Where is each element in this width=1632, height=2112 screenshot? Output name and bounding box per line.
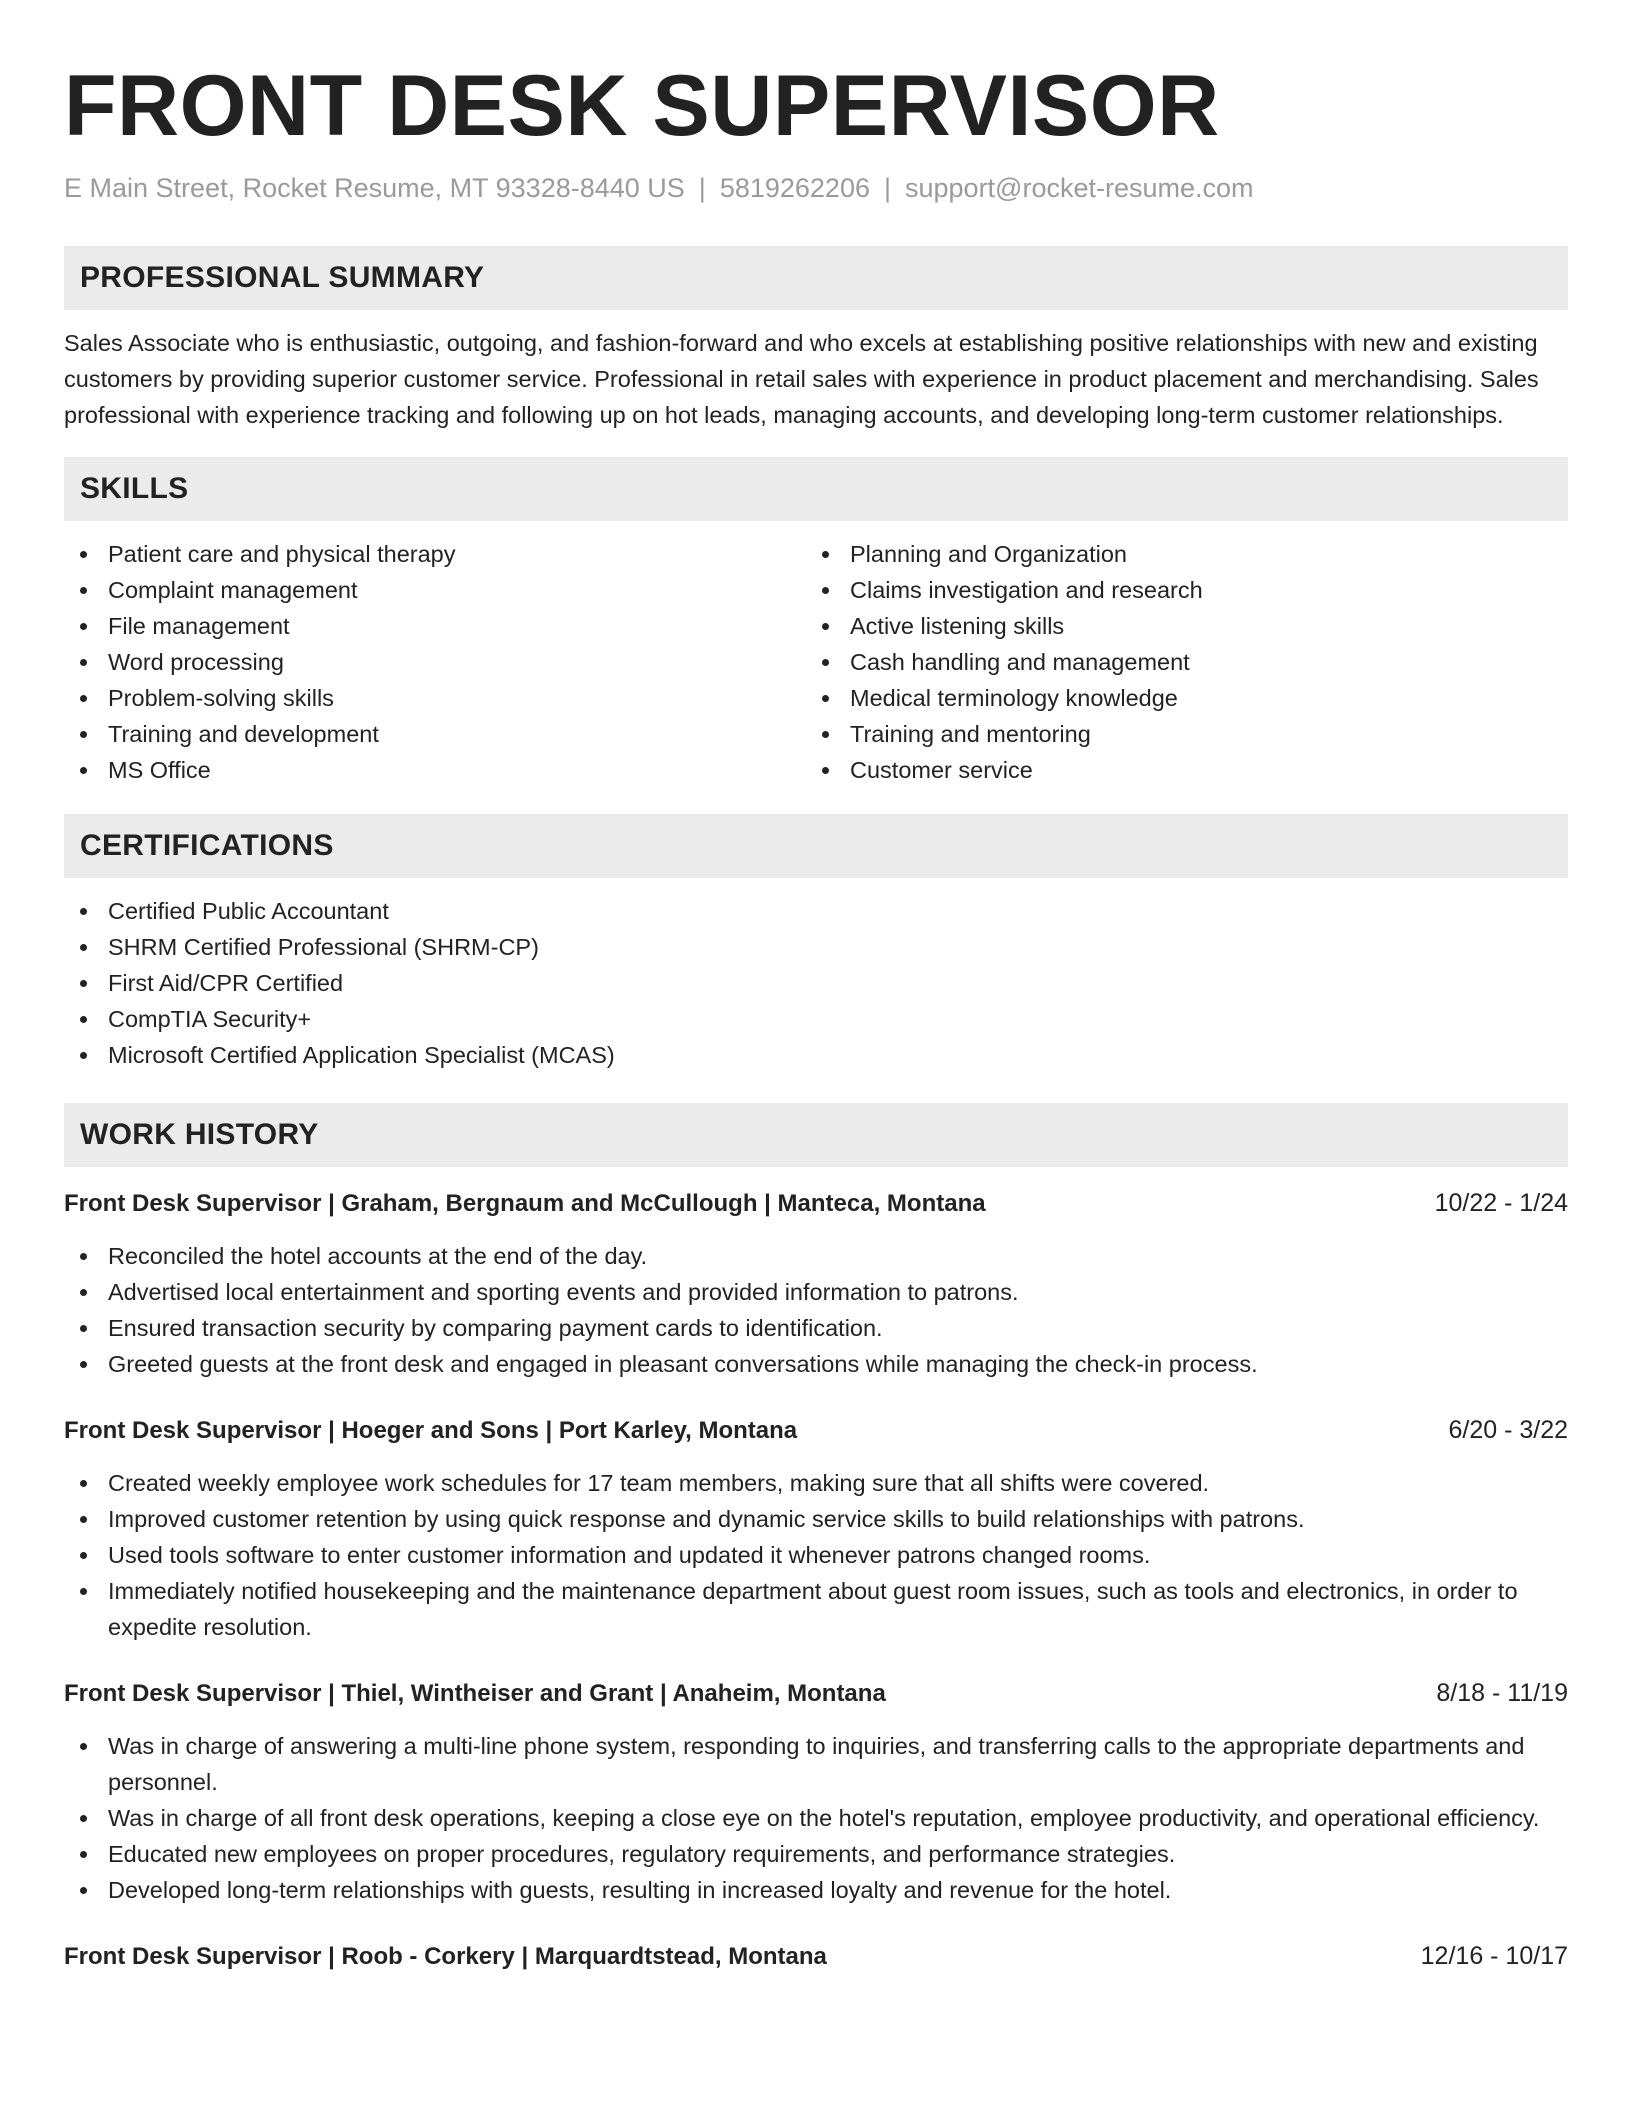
skill-item: Complaint management	[64, 572, 806, 608]
job-bullet: Reconciled the hotel accounts at the end of the day.	[64, 1238, 1568, 1274]
email: support@rocket-resume.com	[905, 173, 1254, 203]
job-bullet: Greeted guests at the front desk and engaged in pleasant conversations while managing the check-in process.	[64, 1346, 1568, 1382]
skills-list-left	[64, 536, 806, 788]
job-title-line: Front Desk Supervisor | Graham, Bergnaum and McCullough | Manteca, Montana	[64, 1190, 986, 1217]
job-bullet: Ensured transaction security by comparing payment cards to identification.	[64, 1310, 1568, 1346]
job-bullet: Used tools software to enter customer information and updated it whenever patrons changed rooms.	[64, 1537, 1568, 1573]
job-bullets	[64, 1465, 1568, 1645]
job-bullet: Educated new employees on proper procedures, regulatory requirements, and performance strategies.	[64, 1836, 1568, 1872]
job-entry	[64, 1675, 1568, 1908]
skill-item: Customer service	[806, 752, 1548, 788]
contact-separator: |	[698, 173, 706, 203]
job-bullet: Improved customer retention by using quick response and dynamic service skills to build relationships with patrons.	[64, 1501, 1568, 1537]
skill-item: Patient care and physical therapy	[64, 536, 806, 572]
certification-item: Certified Public Accountant	[64, 893, 1568, 929]
job-bullet: Was in charge of answering a multi-line phone system, responding to inquiries, and transferring calls to the appropriate departments and personnel.	[64, 1728, 1568, 1800]
job-bullets	[64, 1728, 1568, 1908]
job-header	[64, 1938, 1568, 1975]
skill-item: Medical terminology knowledge	[806, 680, 1548, 716]
skills-list-right	[806, 536, 1548, 788]
job-header	[64, 1412, 1568, 1449]
skill-item: Word processing	[64, 644, 806, 680]
job-dates: 8/18 - 11/19	[1436, 1679, 1568, 1707]
job-bullet: Created weekly employee work schedules for 17 team members, making sure that all shifts were covered.	[64, 1465, 1568, 1501]
skill-item: Problem-solving skills	[64, 680, 806, 716]
skill-item: MS Office	[64, 752, 806, 788]
summary-text: Sales Associate who is enthusiastic, outgoing, and fashion-forward and who excels at establishing positive relationships with new and existing customers by providing superior customer service. Professional in retail sales with experience in product placement and merchandising. Sales professional with experience tracking and following up on hot leads, managing accounts, and developing long-term customer relationships.	[64, 330, 1539, 428]
contact-line	[64, 170, 1568, 206]
skill-item: File management	[64, 608, 806, 644]
job-header	[64, 1675, 1568, 1712]
job-entry	[64, 1938, 1568, 1975]
skills-columns	[64, 536, 1568, 788]
job-bullets	[64, 1238, 1568, 1382]
certification-item: Microsoft Certified Application Specialist (MCAS)	[64, 1037, 1568, 1073]
candidate-name: FRONT DESK SUPERVISOR	[64, 58, 1220, 154]
skill-item: Claims investigation and research	[806, 572, 1548, 608]
address: E Main Street, Rocket Resume, MT 93328-8440 US	[64, 173, 685, 203]
skill-item: Active listening skills	[806, 608, 1548, 644]
resume-page	[64, 0, 1568, 1975]
skill-item: Training and development	[64, 716, 806, 752]
job-entry	[64, 1185, 1568, 1382]
skill-item: Cash handling and management	[806, 644, 1548, 680]
job-bullet: Was in charge of all front desk operations, keeping a close eye on the hotel's reputation, employee productivity, and operational efficiency.	[64, 1800, 1568, 1836]
job-title-line: Front Desk Supervisor | Roob - Corkery | Marquardtstead, Montana	[64, 1943, 827, 1970]
job-dates: 6/20 - 3/22	[1448, 1416, 1568, 1444]
section-heading-summary: PROFESSIONAL SUMMARY	[64, 246, 1568, 310]
job-bullet: Immediately notified housekeeping and the maintenance department about guest room issues, such as tools and electronics, in order to expedite resolution.	[64, 1573, 1568, 1645]
contact-separator: |	[883, 173, 891, 203]
job-dates: 12/16 - 10/17	[1420, 1942, 1568, 1970]
phone: 5819262206	[719, 173, 870, 203]
certification-item: First Aid/CPR Certified	[64, 965, 1568, 1001]
job-header	[64, 1185, 1568, 1222]
skill-item: Planning and Organization	[806, 536, 1548, 572]
job-entry	[64, 1412, 1568, 1645]
skill-item: Training and mentoring	[806, 716, 1548, 752]
job-title-line: Front Desk Supervisor | Thiel, Wintheiser and Grant | Anaheim, Montana	[64, 1680, 886, 1707]
section-heading-skills: SKILLS	[64, 457, 1568, 521]
certifications-list	[64, 893, 1568, 1073]
job-bullet: Advertised local entertainment and sporting events and provided information to patrons.	[64, 1274, 1568, 1310]
job-title-line: Front Desk Supervisor | Hoeger and Sons | Port Karley, Montana	[64, 1417, 798, 1444]
section-heading-certifications: CERTIFICATIONS	[64, 814, 1568, 878]
section-heading-work-history: WORK HISTORY	[64, 1103, 1568, 1167]
job-dates: 10/22 - 1/24	[1434, 1189, 1568, 1217]
certification-item: SHRM Certified Professional (SHRM-CP)	[64, 929, 1568, 965]
certification-item: CompTIA Security+	[64, 1001, 1568, 1037]
job-bullet: Developed long-term relationships with guests, resulting in increased loyalty and revenue for the hotel.	[64, 1872, 1568, 1908]
